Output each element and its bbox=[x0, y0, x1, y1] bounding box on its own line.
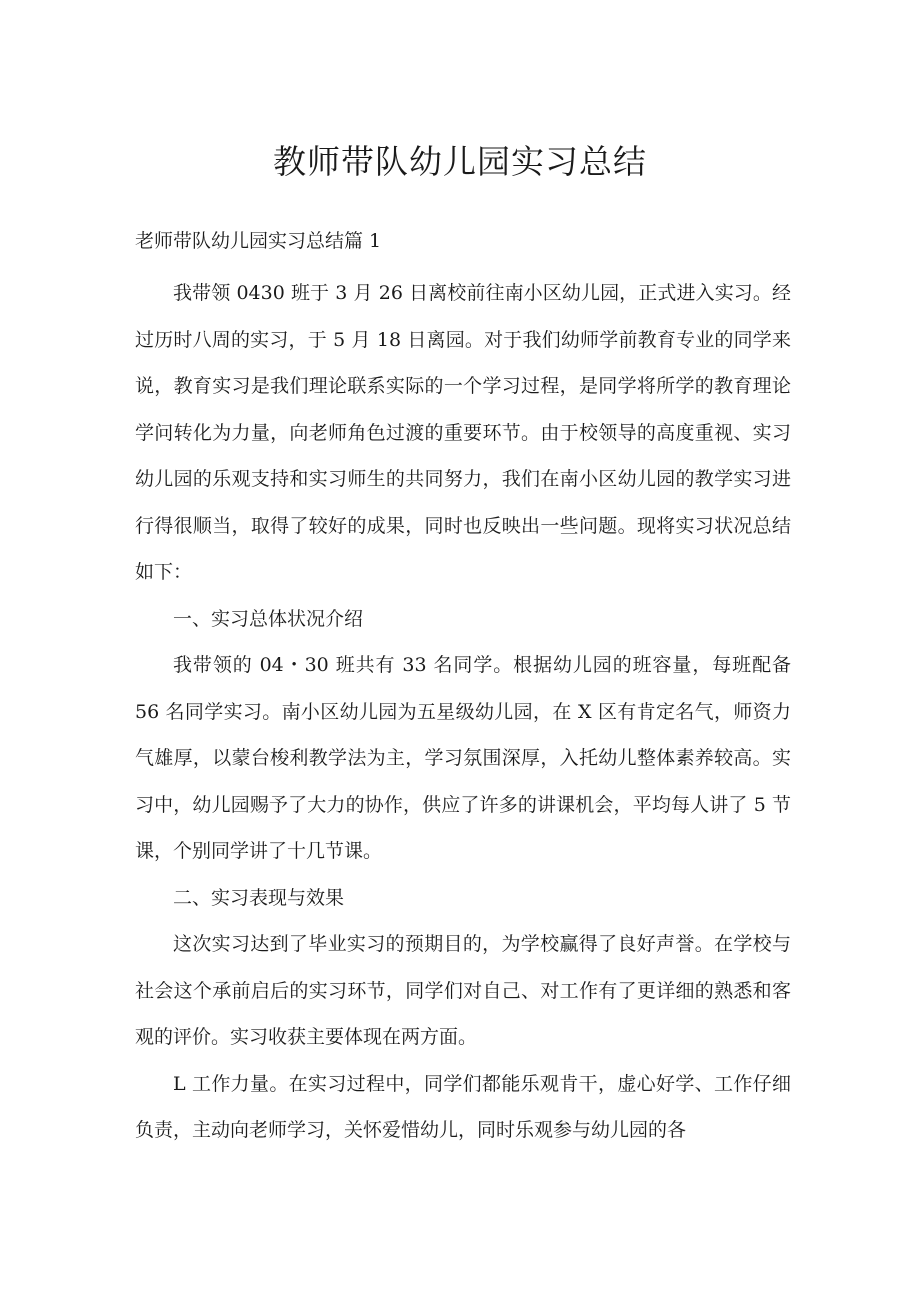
document-title: 教师带队幼儿园实习总结 bbox=[273, 142, 647, 181]
section-subtitle: 老师带队幼儿园实习总结篇 1 bbox=[135, 230, 382, 252]
heading-overview: 一、实习总体状况介绍 bbox=[173, 607, 364, 630]
heading-performance: 二、实习表现与效果 bbox=[173, 886, 345, 909]
paragraph-intro: 我带领 0430 班于 3 月 26 日离校前往南小区幼儿园，正式进入实习。经过历时八周的实习，于 5 月 18 日离园。对于我们幼师学前教育专业的同学来说，教育实习是我们理论联系实际的一个学习过程，是同学将所学的教育理论学问转化为力量，向老师角色过渡的重要环节。由于校领导的高度重视、实习幼儿园的乐观支持和实习师生的共同努力，我们在南小区幼儿园的教学实习进行得很顺当，取得了较好的成果，同时也反映出一些问题。现将实习状况总结如下： bbox=[135, 282, 791, 583]
paragraph-overview: 我带领的 04・30 班共有 33 名同学。根据幼儿园的班容量，每班配备 56 名同学实习。南小区幼儿园为五星级幼儿园，在 X 区有肯定名气，师资力气雄厚，以蒙台梭利教学法为主，学习氛围深厚，入托幼儿整体素养较高。实习中，幼儿园赐予了大力的协作，供应了许多的讲课机会，平均每人讲了 5 节课，个别同学讲了十几节课。 bbox=[135, 654, 791, 862]
paragraph-performance: 这次实习达到了毕业实习的预期目的，为学校赢得了良好声誉。在学校与社会这个承前启后的实习环节，同学们对自己、对工作有了更详细的熟悉和客观的评价。实习收获主要体现在两方面。 bbox=[135, 933, 791, 1048]
paragraph-work-ability: L 工作力量。在实习过程中，同学们都能乐观肯干，虚心好学、工作仔细负责，主动向老师学习，关怀爱惜幼儿，同时乐观参与幼儿园的各 bbox=[135, 1072, 791, 1141]
document-body bbox=[135, 270, 791, 1154]
